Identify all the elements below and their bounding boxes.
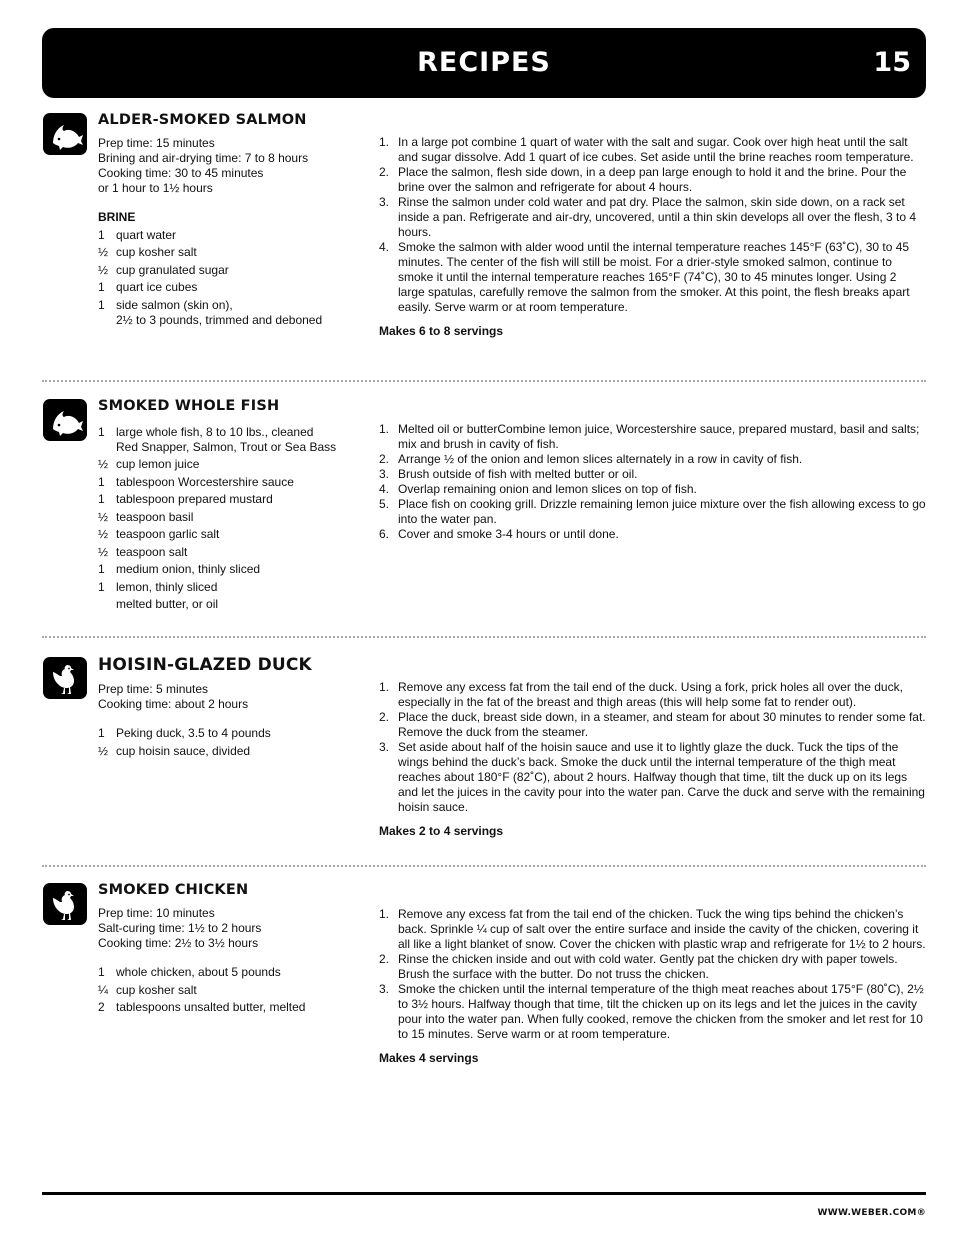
ingredient-item (98, 527, 358, 542)
meta-line: Cooking time: about 2 hours (98, 697, 249, 711)
step-number: 3. (379, 195, 390, 209)
ingredient-qty: 2 (98, 1000, 105, 1014)
ingredient-subhead: BRINE (98, 210, 136, 224)
meta-line: Prep time: 10 minutes (98, 906, 215, 920)
ingredient-text: teaspoon salt (116, 544, 188, 559)
step-number: 1. (379, 422, 390, 436)
recipe-meta (98, 906, 358, 951)
ingredient-text: tablespoon prepared mustard (116, 492, 273, 506)
step-item (379, 527, 926, 542)
recipe-title: HOISIN-GLAZED DUCK (98, 655, 312, 675)
ingredient-qty (98, 597, 116, 612)
ingredient-text: medium onion, thinly sliced (116, 562, 261, 576)
step-text: Place the salmon, flesh side down, in a deep pan large enough to hold it and the brine. Pour the brine over the salmon and refrigerate for about 4 hours. (398, 165, 907, 194)
ingredient-qty: 1 (98, 492, 105, 506)
step-item (379, 165, 926, 195)
servings-note: Makes 4 servings (379, 1051, 479, 1065)
ingredient-qty: 1 (98, 474, 105, 489)
ingredient-qty: ½ (98, 262, 109, 277)
step-number: 4. (379, 240, 390, 254)
step-number: 5. (379, 497, 390, 511)
step-number: 2. (379, 452, 390, 466)
step-item (379, 710, 926, 740)
step-text: Place fish on cooking grill. Drizzle remaining lemon juice mixture over the fish allowing excess to go into the water pan. (398, 497, 926, 526)
ingredient-item (98, 545, 358, 560)
ingredient-item (98, 245, 358, 260)
step-item (379, 497, 926, 527)
step-text: Rinse the salmon under cold water and pat dry. Place the salmon, skin side down, on a rack set inside a pan. Refrigerate and air-dry, uncovered, until a thin skin develops all over the flesh, 3 to 4 hours. (398, 195, 917, 239)
section-divider (42, 865, 926, 867)
step-number: 6. (379, 527, 390, 541)
step-item (379, 680, 926, 710)
step-number: 4. (379, 482, 390, 496)
ingredient-qty: 1 (98, 227, 105, 242)
ingredient-qty: ½ (98, 457, 109, 471)
step-item (379, 740, 926, 815)
step-number: 2. (379, 165, 390, 179)
ingredient-item (98, 228, 358, 243)
ingredient-text: whole chicken, about 5 pounds (116, 965, 281, 979)
ingredient-item (98, 965, 358, 980)
step-number: 1. (379, 680, 390, 694)
step-item (379, 982, 926, 1042)
ingredient-text: teaspoon garlic salt (116, 527, 220, 541)
ingredient-qty: ¼ (98, 982, 109, 997)
step-text: Rinse the chicken inside and out with cold water. Gently pat the chicken dry with paper towels. Brush the surface with the butter. Do not truss the chicken. (398, 952, 898, 981)
ingredient-text: lemon, thinly sliced (116, 579, 218, 594)
page-number: 15 (873, 47, 911, 78)
step-number: 1. (379, 135, 390, 149)
ingredient-item (98, 597, 358, 612)
meta-line: or 1 hour to 1½ hours (98, 181, 213, 195)
ingredient-qty: ½ (98, 509, 109, 524)
step-text: Melted oil or butterCombine lemon juice, Worcestershire sauce, prepared mustard, basil and salts; mix and brush in cavity of fish. (398, 422, 920, 451)
servings-note: Makes 2 to 4 servings (379, 824, 504, 838)
step-number: 1. (379, 907, 390, 921)
recipe-steps-panel (379, 680, 926, 839)
recipe-meta (98, 682, 358, 712)
ingredient-item (98, 510, 358, 525)
recipe-steps-panel (379, 907, 926, 1066)
ingredient-qty: 1 (98, 297, 105, 312)
page-header (42, 28, 926, 98)
ingredient-text: large whole fish, 8 to 10 lbs., cleaned (116, 424, 314, 439)
ingredient-text: tablespoons unsalted butter, melted (116, 1000, 306, 1014)
page-title: RECIPES (417, 47, 551, 78)
ingredient-qty: ½ (98, 245, 109, 259)
step-item (379, 482, 926, 497)
ingredient-item (98, 298, 358, 328)
step-item (379, 195, 926, 240)
step-text: Overlap remaining onion and lemon slices on top of fish. (398, 482, 697, 496)
step-text: Cover and smoke 3-4 hours or until done. (398, 527, 619, 541)
meta-line: Salt-curing time: 1½ to 2 hours (98, 921, 262, 935)
recipe-ingredients-panel (98, 906, 358, 1015)
recipe-ingredients-panel (98, 136, 358, 328)
meta-line: Cooking time: 30 to 45 minutes (98, 166, 264, 180)
ingredient-text: tablespoon Worcestershire sauce (116, 474, 294, 489)
ingredient-qty: 1 (98, 726, 105, 740)
ingredient-text: melted butter, or oil (116, 597, 219, 611)
step-number: 3. (379, 982, 390, 996)
step-number: 3. (379, 467, 390, 481)
servings-note: Makes 6 to 8 servings (379, 324, 504, 338)
recipe-ingredients-panel (98, 682, 358, 759)
ingredient-item (98, 263, 358, 278)
ingredient-item (98, 562, 358, 577)
step-item (379, 467, 926, 482)
step-number: 3. (379, 740, 390, 754)
ingredient-text: teaspoon basil (116, 509, 194, 524)
chicken-icon (43, 657, 87, 699)
ingredient-text: Red Snapper, Salmon, Trout or Sea Bass (116, 439, 337, 454)
ingredient-qty: 1 (98, 579, 105, 594)
ingredient-text: quart ice cubes (116, 280, 198, 294)
ingredient-text: side salmon (skin on), (116, 297, 233, 312)
ingredient-qty: 1 (98, 562, 105, 576)
step-text: Remove any excess fat from the tail end of the duck. Using a fork, prick holes all over the duck, especially in the fat of the breast and thigh areas (this will help some fat to render out). (398, 680, 903, 709)
step-item (379, 952, 926, 982)
ingredient-item (98, 280, 358, 295)
meta-line: Prep time: 15 minutes (98, 136, 215, 150)
ingredient-item (98, 425, 358, 455)
recipe-steps-panel (379, 422, 926, 542)
step-number: 2. (379, 952, 390, 966)
step-item (379, 452, 926, 467)
footer-url: WWW.WEBER.COM® (817, 1208, 926, 1218)
ingredient-item (98, 457, 358, 472)
recipe-title: ALDER-SMOKED SALMON (98, 112, 307, 128)
ingredient-text: cup granulated sugar (116, 262, 229, 277)
step-number: 2. (379, 710, 390, 724)
step-text: In a large pot combine 1 quart of water with the salt and sugar. Cook over high heat until the salt and sugar dissolve. Add 1 quart of ice cubes. Set aside until the brine reaches room temperature. (398, 135, 914, 164)
ingredient-text: quart water (116, 227, 177, 242)
ingredient-text: cup lemon juice (116, 457, 200, 471)
step-text: Remove any excess fat from the tail end of the chicken. Tuck the wing tips behind the chicken’s back. Sprinkle ¼ cup of salt over the entire surface and inside the cavity of the chicken, covering it all like a light blanket of snow. Cover the chicken with plastic wrap and refrigerate for 1½ to 2 hours. (398, 907, 926, 951)
ingredient-item (98, 1000, 358, 1015)
ingredient-item (98, 492, 358, 507)
ingredient-item (98, 475, 358, 490)
step-item (379, 907, 926, 952)
step-text: Brush outside of fish with melted butter or oil. (398, 467, 638, 481)
step-text: Arrange ½ of the onion and lemon slices alternately in a row in cavity of fish. (398, 452, 803, 466)
recipe-title: SMOKED CHICKEN (98, 882, 249, 898)
step-text: Place the duck, breast side down, in a steamer, and steam for about 30 minutes to render some fat. Remove the duck from the steamer. (398, 710, 926, 739)
ingredient-text: cup kosher salt (116, 245, 197, 259)
ingredient-item (98, 726, 358, 741)
ingredient-qty: ½ (98, 544, 109, 559)
section-divider (42, 380, 926, 382)
footer-rule (42, 1192, 926, 1195)
step-item (379, 240, 926, 315)
recipe-meta (98, 136, 358, 196)
ingredient-text: Peking duck, 3.5 to 4 pounds (116, 726, 271, 740)
ingredient-qty: ½ (98, 743, 109, 758)
ingredient-qty: 1 (98, 280, 105, 294)
chicken-icon (43, 883, 87, 925)
recipe-steps-panel (379, 135, 926, 339)
step-item (379, 135, 926, 165)
fish-icon (43, 399, 87, 441)
meta-line: Cooking time: 2½ to 3½ hours (98, 936, 259, 950)
step-text: Smoke the salmon with alder wood until the internal temperature reaches 145°F (63˚C), 30 to 45 minutes. The center of the fish will still be moist. For a drier-style smoked salmon, continue to smoke it until the internal temperature reaches 165°F (74˚C), 30 to 45 minutes longer. Using 2 large spatulas, carefully remove the salmon from the smoker. At this point, the flesh breaks apart easily. Serve warm or at room temperature. (398, 240, 910, 314)
ingredient-item (98, 983, 358, 998)
step-text: Set aside about half of the hoisin sauce and use it to lightly glaze the duck. Tuck the tips of the wings behind the duck’s back. Smoke the duck until the internal temperature of the thigh meat reaches about 180°F (82˚C), about 2 hours. Halfway though that time, tilt the duck up on its legs and let the juices in the cavity pour into the water pan. Carve the duck and serve with the remaining hoisin sauce. (398, 740, 925, 814)
meta-line: Brining and air-drying time: 7 to 8 hours (98, 151, 309, 165)
fish-icon (43, 113, 87, 155)
ingredient-item (98, 744, 358, 759)
ingredient-text: cup kosher salt (116, 982, 197, 997)
meta-line: Prep time: 5 minutes (98, 682, 209, 696)
recipe-title: SMOKED WHOLE FISH (98, 398, 280, 414)
ingredient-text: cup hoisin sauce, divided (116, 743, 251, 758)
step-item (379, 422, 926, 452)
ingredient-text: 2½ to 3 pounds, trimmed and deboned (116, 312, 323, 327)
ingredient-item (98, 580, 358, 595)
ingredient-qty: ½ (98, 527, 109, 541)
section-divider (42, 636, 926, 638)
ingredient-qty: 1 (98, 424, 105, 439)
recipe-ingredients-panel (98, 422, 358, 612)
ingredient-qty: 1 (98, 965, 105, 979)
step-text: Smoke the chicken until the internal temperature of the thigh meat reaches about 175°F (80˚C), 2½ to 3½ hours. Halfway though that time, tilt the chicken up on its legs and let the juices in the cavity pour into the water pan. When fully cooked, remove the chicken from the smoker and let rest for 10 to 15 minutes. Serve warm or at room temperature. (398, 982, 924, 1041)
